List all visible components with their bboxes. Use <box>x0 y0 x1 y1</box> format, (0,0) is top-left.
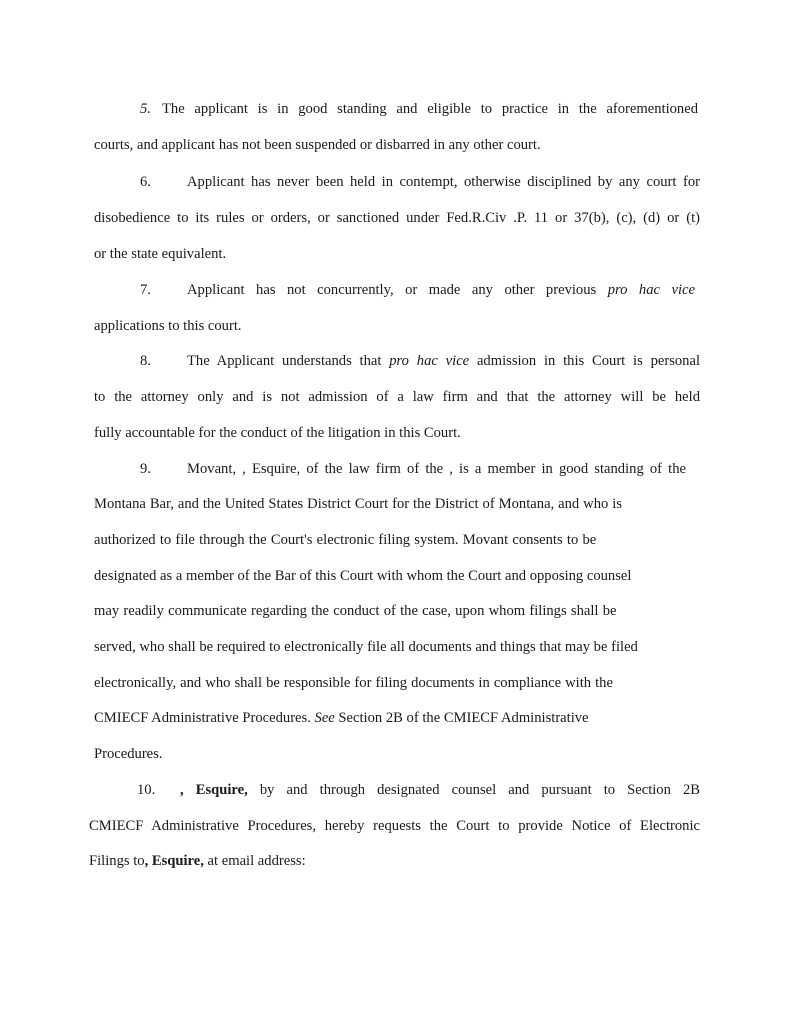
italic-term: pro hac vice <box>389 353 470 369</box>
bold-term: , Esquire, <box>180 782 248 798</box>
paragraph-line: Filings to, Esquire, at email address: <box>89 853 306 869</box>
paragraph-line: The applicant is in good standing and eligible to practice in the aforementioned <box>162 101 698 117</box>
paragraph-line: , Esquire, by and through designated counsel and pursuant to Section 2B <box>180 782 700 798</box>
paragraph-line: disobedience to its rules or orders, or sanctioned under Fed.R.Civ .P. 11 or 37(b), (c), (d) or (t) <box>94 210 700 226</box>
paragraph-line: courts, and applicant has not been suspended or disbarred in any other court. <box>94 137 541 153</box>
paragraph-line: fully accountable for the conduct of the litigation in this Court. <box>94 425 461 441</box>
italic-signal: See <box>314 710 335 726</box>
paragraph-line: CMIECF Administrative Procedures, hereby requests the Court to provide Notice of Electronic <box>89 818 700 834</box>
paragraph-line: Procedures. <box>94 746 163 762</box>
paragraph-number: 5. <box>140 101 151 117</box>
paragraph-line: CMIECF Administrative Procedures. See Section 2B of the CMIECF Administrative <box>94 710 589 726</box>
paragraph-number: 8. <box>140 353 151 369</box>
paragraph-line: designated as a member of the Bar of this Court with whom the Court and opposing counsel <box>94 568 632 584</box>
paragraph-line: authorized to file through the Court's electronic filing system. Movant consents to be <box>94 532 597 548</box>
paragraph-number: 6. <box>140 174 151 190</box>
italic-term: pro hac vice <box>607 282 695 298</box>
paragraph-line: Applicant has never been held in contempt, otherwise disciplined by any court for <box>187 174 700 190</box>
paragraph-line: electronically, and who shall be responsible for filing documents in compliance with the <box>94 675 613 691</box>
paragraph-number: 7. <box>140 282 151 298</box>
paragraph-line: served, who shall be required to electronically file all documents and things that may be filed <box>94 639 638 655</box>
paragraph-line: may readily communicate regarding the conduct of the case, upon whom filings shall be <box>94 603 617 619</box>
paragraph-number: 9. <box>140 461 151 477</box>
paragraph-line: to the attorney only and is not admission of a law firm and that the attorney will be held <box>94 389 700 405</box>
paragraph-line: Applicant has not concurrently, or made any other previous pro hac vice <box>187 282 695 298</box>
paragraph-line: applications to this court. <box>94 318 242 334</box>
paragraph-line: The Applicant understands that pro hac vice admission in this Court is personal <box>187 353 701 369</box>
paragraph-line: or the state equivalent. <box>94 246 227 262</box>
paragraph-number: 10. <box>137 782 156 798</box>
paragraph-line: Montana Bar, and the United States District Court for the District of Montana, and who is <box>94 496 622 512</box>
bold-term: , Esquire, <box>144 853 204 869</box>
paragraph-line: Movant, , Esquire, of the law firm of the , is a member in good standing of the <box>187 461 686 477</box>
